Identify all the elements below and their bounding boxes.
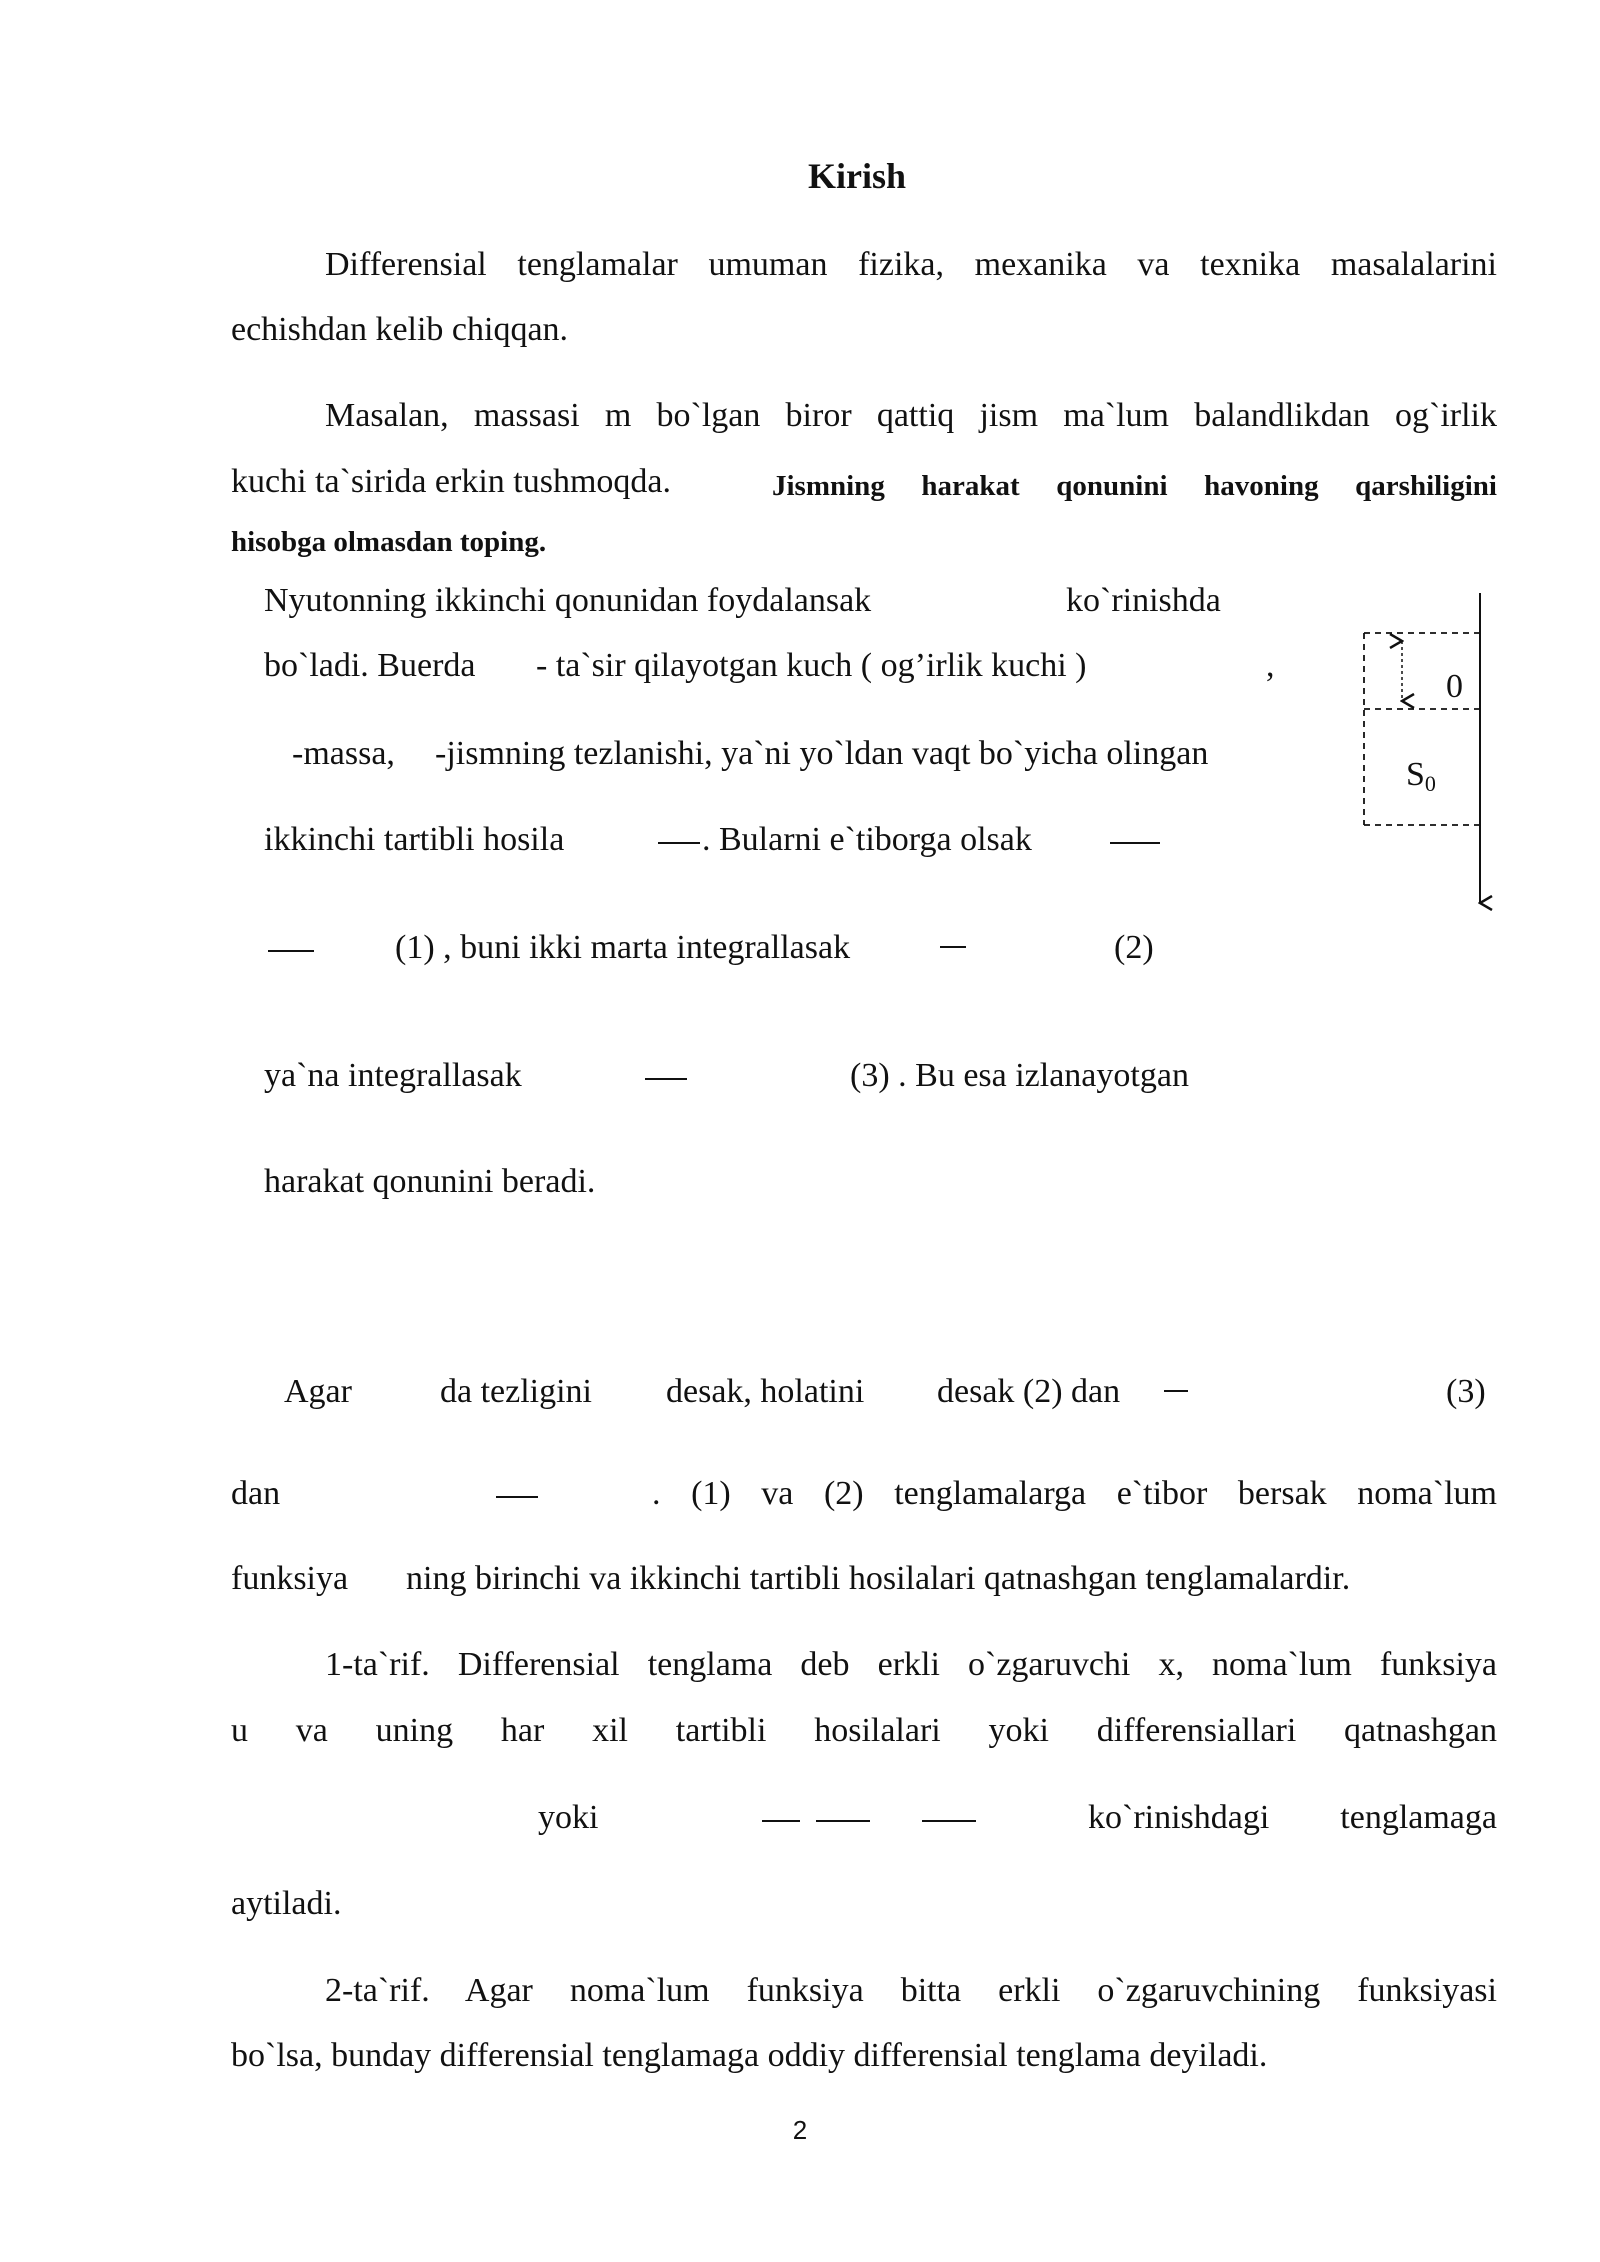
example-task-bold-end: hisobga olmasdan toping. bbox=[231, 526, 547, 558]
fraction-bar bbox=[658, 842, 700, 844]
figure-label-s0: S0 bbox=[1406, 756, 1436, 796]
integral-line-2b: (3) . Bu esa izlanayotgan bbox=[850, 1057, 1189, 1094]
definition-2-line-2: bo`lsa, bunday differensial tenglamaga oddiy differensial tenglama deyiladi. bbox=[231, 2037, 1268, 2074]
example-task-bold: Jismning harakat qonunini havoning qarshiligini bbox=[772, 470, 1497, 502]
intro-line-1: Differensial tenglamalar umuman fizika, mexanika va texnika masalalarini bbox=[325, 246, 1497, 283]
fraction-bar bbox=[268, 950, 314, 952]
example-line-1: Masalan, massasi m bo`lgan biror qattiq jism ma`lum balandlikdan og`irlik bbox=[325, 397, 1497, 434]
fraction-bar bbox=[940, 946, 966, 948]
example-line-2a: kuchi ta`sirida erkin tushmoqda. bbox=[231, 463, 672, 500]
fraction-bar bbox=[1164, 1390, 1188, 1392]
integral-line-1a: (1) , buni ikki marta integrallasak bbox=[395, 929, 851, 966]
newton-line-2c: , bbox=[1266, 647, 1275, 684]
definition-1-line-4: aytiladi. bbox=[231, 1885, 342, 1922]
section-title: Kirish bbox=[808, 156, 907, 196]
newton-line-4a: ikkinchi tartibli hosila bbox=[264, 821, 565, 858]
agar-from-2: desak (2) dan bbox=[937, 1373, 1121, 1410]
integral-line-3: harakat qonunini beradi. bbox=[264, 1163, 596, 1200]
derivatives-note: ning birinchi va ikkinchi tartibli hosilalari qatnashgan tenglamalardir. bbox=[406, 1560, 1351, 1597]
agar-position: desak, holatini bbox=[666, 1373, 865, 1410]
definition-1-form: ko`rinishdagi tenglamaga bbox=[1088, 1799, 1497, 1836]
newton-line-3a: -massa, bbox=[292, 735, 395, 772]
integral-line-1b: (2) bbox=[1114, 929, 1154, 966]
definition-2-line-1: 2-ta`rif. Agar noma`lum funksiya bitta erkli o`zgaruvchining funksiyasi bbox=[325, 1972, 1497, 2009]
falling-body-figure bbox=[1350, 585, 1500, 915]
fraction-bar bbox=[816, 1820, 870, 1822]
fraction-bar bbox=[496, 1496, 538, 1498]
fraction-bar bbox=[922, 1820, 976, 1822]
newton-line-1a: Nyutonning ikkinchi qonunidan foydalansak bbox=[264, 582, 872, 619]
agar-velocity: da tezligini bbox=[440, 1373, 593, 1410]
newton-line-2b: - ta`sir qilayotgan kuch ( og’irlik kuchi ) bbox=[536, 647, 1087, 684]
definition-1-line-1: 1-ta`rif. Differensial tenglama deb erkli o`zgaruvchi x, noma`lum funksiya bbox=[325, 1646, 1497, 1683]
dan-word: dan bbox=[231, 1475, 281, 1512]
funksiya-word: funksiya bbox=[231, 1560, 349, 1597]
equations-note: . (1) va (2) tenglamalarga e`tibor bersak noma`lum bbox=[652, 1475, 1497, 1512]
newton-line-1b: ko`rinishda bbox=[1066, 582, 1221, 619]
newton-line-2a: bo`ladi. Buerda bbox=[264, 647, 476, 684]
definition-1-line-2: u va uning har xil tartibli hosilalari yoki differensiallari qatnashgan bbox=[231, 1712, 1497, 1749]
definition-1-yoki: yoki bbox=[538, 1799, 599, 1836]
fraction-bar bbox=[645, 1078, 687, 1080]
fraction-bar bbox=[1110, 842, 1160, 844]
document-page: Kirish Differensial tenglamalar umuman fizika, mexanika va texnika masalalarini echishdan kelib chiqqan. Masalan, massasi m bo`lgan biror qattiq jism ma`lum balandlikdan og`irlik kuchi ta`sirida erkin tushmoqda. Jismning harakat qonunini havoning qarshiligini hisobga olmasdan toping. Nyutonning ikkinchi qonunidan foydalansak ko`rinishda bo`ladi. Buerda - ta`sir qilayotgan kuch ( og’irlik kuchi ) , -massa, -jismning tezlanishi, ya`ni yo`ldan vaqt bo`yicha olingan ikkinchi tartibli hosila . Bularni e`tiborga olsak (1) , buni ikki marta integrallasak (2) ya`na integrallasak (3) . Bu esa izlanayotgan harakat qonunini beradi. 0 S0 Agar da tezligini desak, holatini desak (2) dan (3) dan . (1) va (2) tenglamalarga e`tibor bersak noma`lum funksiya ning birinchi va ikkinchi tartibli hosilalari qatnashgan tenglamalardir. 1-ta`rif. Differensial tenglama deb erkli o`zgaruvchi x, noma`lum funksiya u va uning har xil tartibli hosilalari yoki differensiallari qatnashgan yoki ko`rinishdagi tenglamaga aytiladi. 2-ta`rif. Agar noma`lum funksiya bitta erkli o`zgaruvchining funksiyasi bo`lsa, bunday differensial tenglamaga oddiy differensial tenglama deyiladi. 2 bbox=[0, 0, 1600, 2262]
intro-line-2: echishdan kelib chiqqan. bbox=[231, 311, 569, 348]
agar-word: Agar bbox=[284, 1373, 352, 1410]
fraction-bar bbox=[762, 1820, 800, 1822]
newton-line-4b: . Bularni e`tiborga olsak bbox=[702, 821, 1032, 858]
figure-label-zero: 0 bbox=[1446, 668, 1463, 705]
integral-line-2a: ya`na integrallasak bbox=[264, 1057, 522, 1094]
eq-number-3: (3) bbox=[1446, 1373, 1486, 1410]
newton-line-3b: -jismning tezlanishi, ya`ni yo`ldan vaqt bo`yicha olingan bbox=[435, 735, 1209, 772]
